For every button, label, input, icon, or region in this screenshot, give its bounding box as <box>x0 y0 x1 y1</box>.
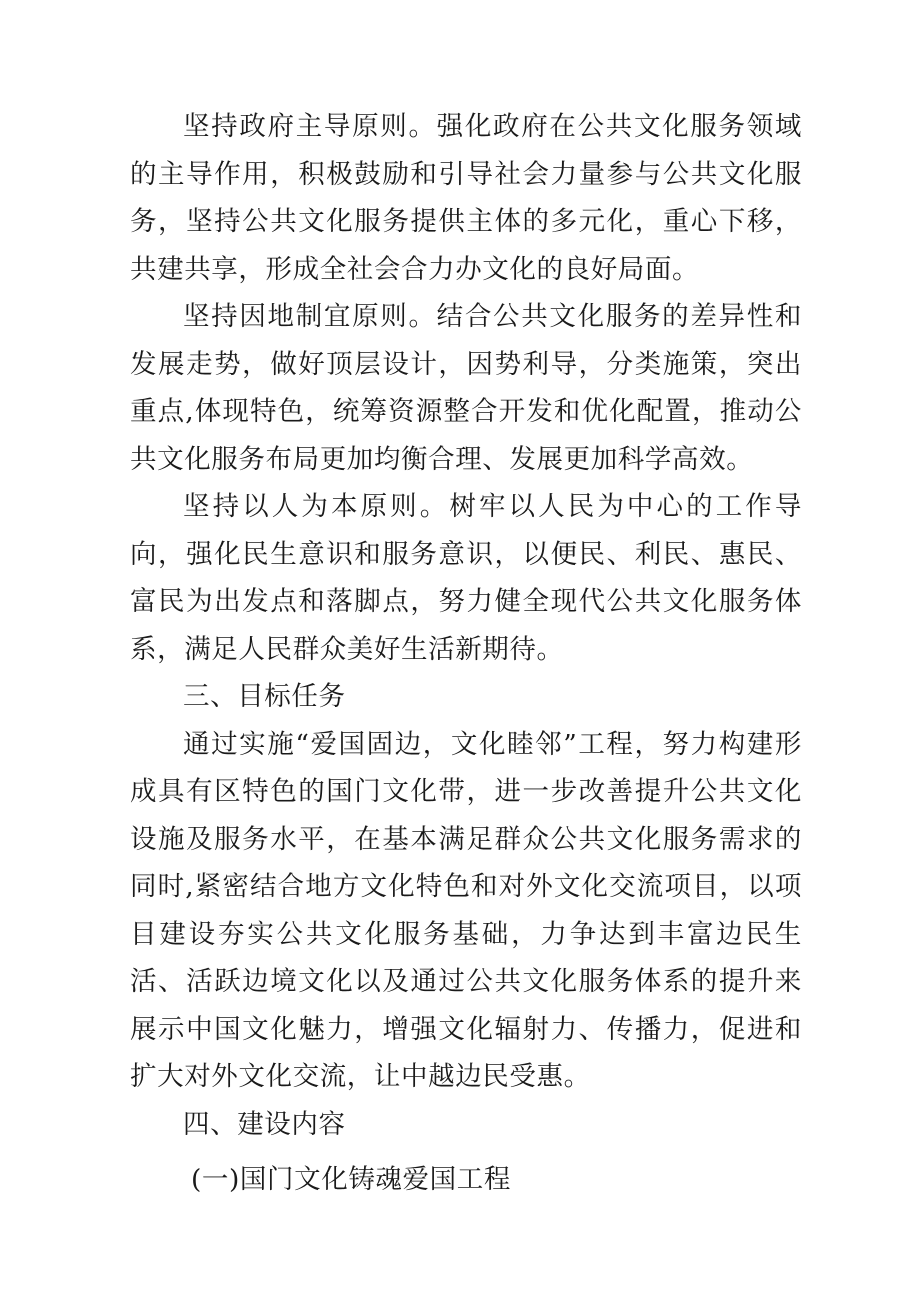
paragraph-people-oriented <box>130 483 802 673</box>
paragraph-text: 结合公共文化服务的差异性和发展走势，做好顶层设计，因势利导，分类施策，突出重点,体现特色，统筹资源整合开发和优化配置，推动公共文化服务布局更加均衡合理、发展更加科学高效。 <box>130 301 802 475</box>
paragraph-goals: 通过实施“爱国固边，文化睦邻”工程，努力构建形成具有区特色的国门文化带，进一步改善提升公共文化设施及服务水平，在基本满足群众公共文化服务需求的同时,紧密结合地方文化特色和对外文化交流项目，以项目建设夯实公共文化服务基础，力争达到丰富边民生活、活跃边境文化以及通过公共文化服务体系的提升来展示中国文化魅力，增强文化辐射力、传播力，促进和扩大对外文化交流，让中越边民受惠。 <box>130 728 802 1092</box>
subsection-heading: (一)国门文化铸魂爱国工程 <box>190 1164 511 1195</box>
paragraph-lead: 坚持以人为本原则。 <box>183 491 450 522</box>
document-body <box>130 103 802 1204</box>
paragraph-text: 强化政府在公共文化服务领域的主导作用，积极鼓励和引导社会力量参与公共文化服务，坚持公共文化服务提供主体的多元化，重心下移，共建共享，形成全社会合力办文化的良好局面。 <box>130 111 802 285</box>
section-heading-construction: 四、建设内容 <box>183 1108 346 1140</box>
paragraph-text: 树牢以人民为中心的工作导向，强化民生意识和服务意识，以便民、利民、惠民、富民为出发点和落脚点，努力健全现代公共文化服务体系，满足人民群众美好生活新期待。 <box>130 491 802 665</box>
paragraph-lead: 坚持因地制宜原则。 <box>183 301 437 332</box>
paragraph-government-led <box>130 103 802 293</box>
paragraph-lead: 坚持政府主导原则。 <box>183 111 437 142</box>
section-heading-goals: 三、目标任务 <box>183 681 346 712</box>
paragraph-local-conditions <box>130 293 802 483</box>
